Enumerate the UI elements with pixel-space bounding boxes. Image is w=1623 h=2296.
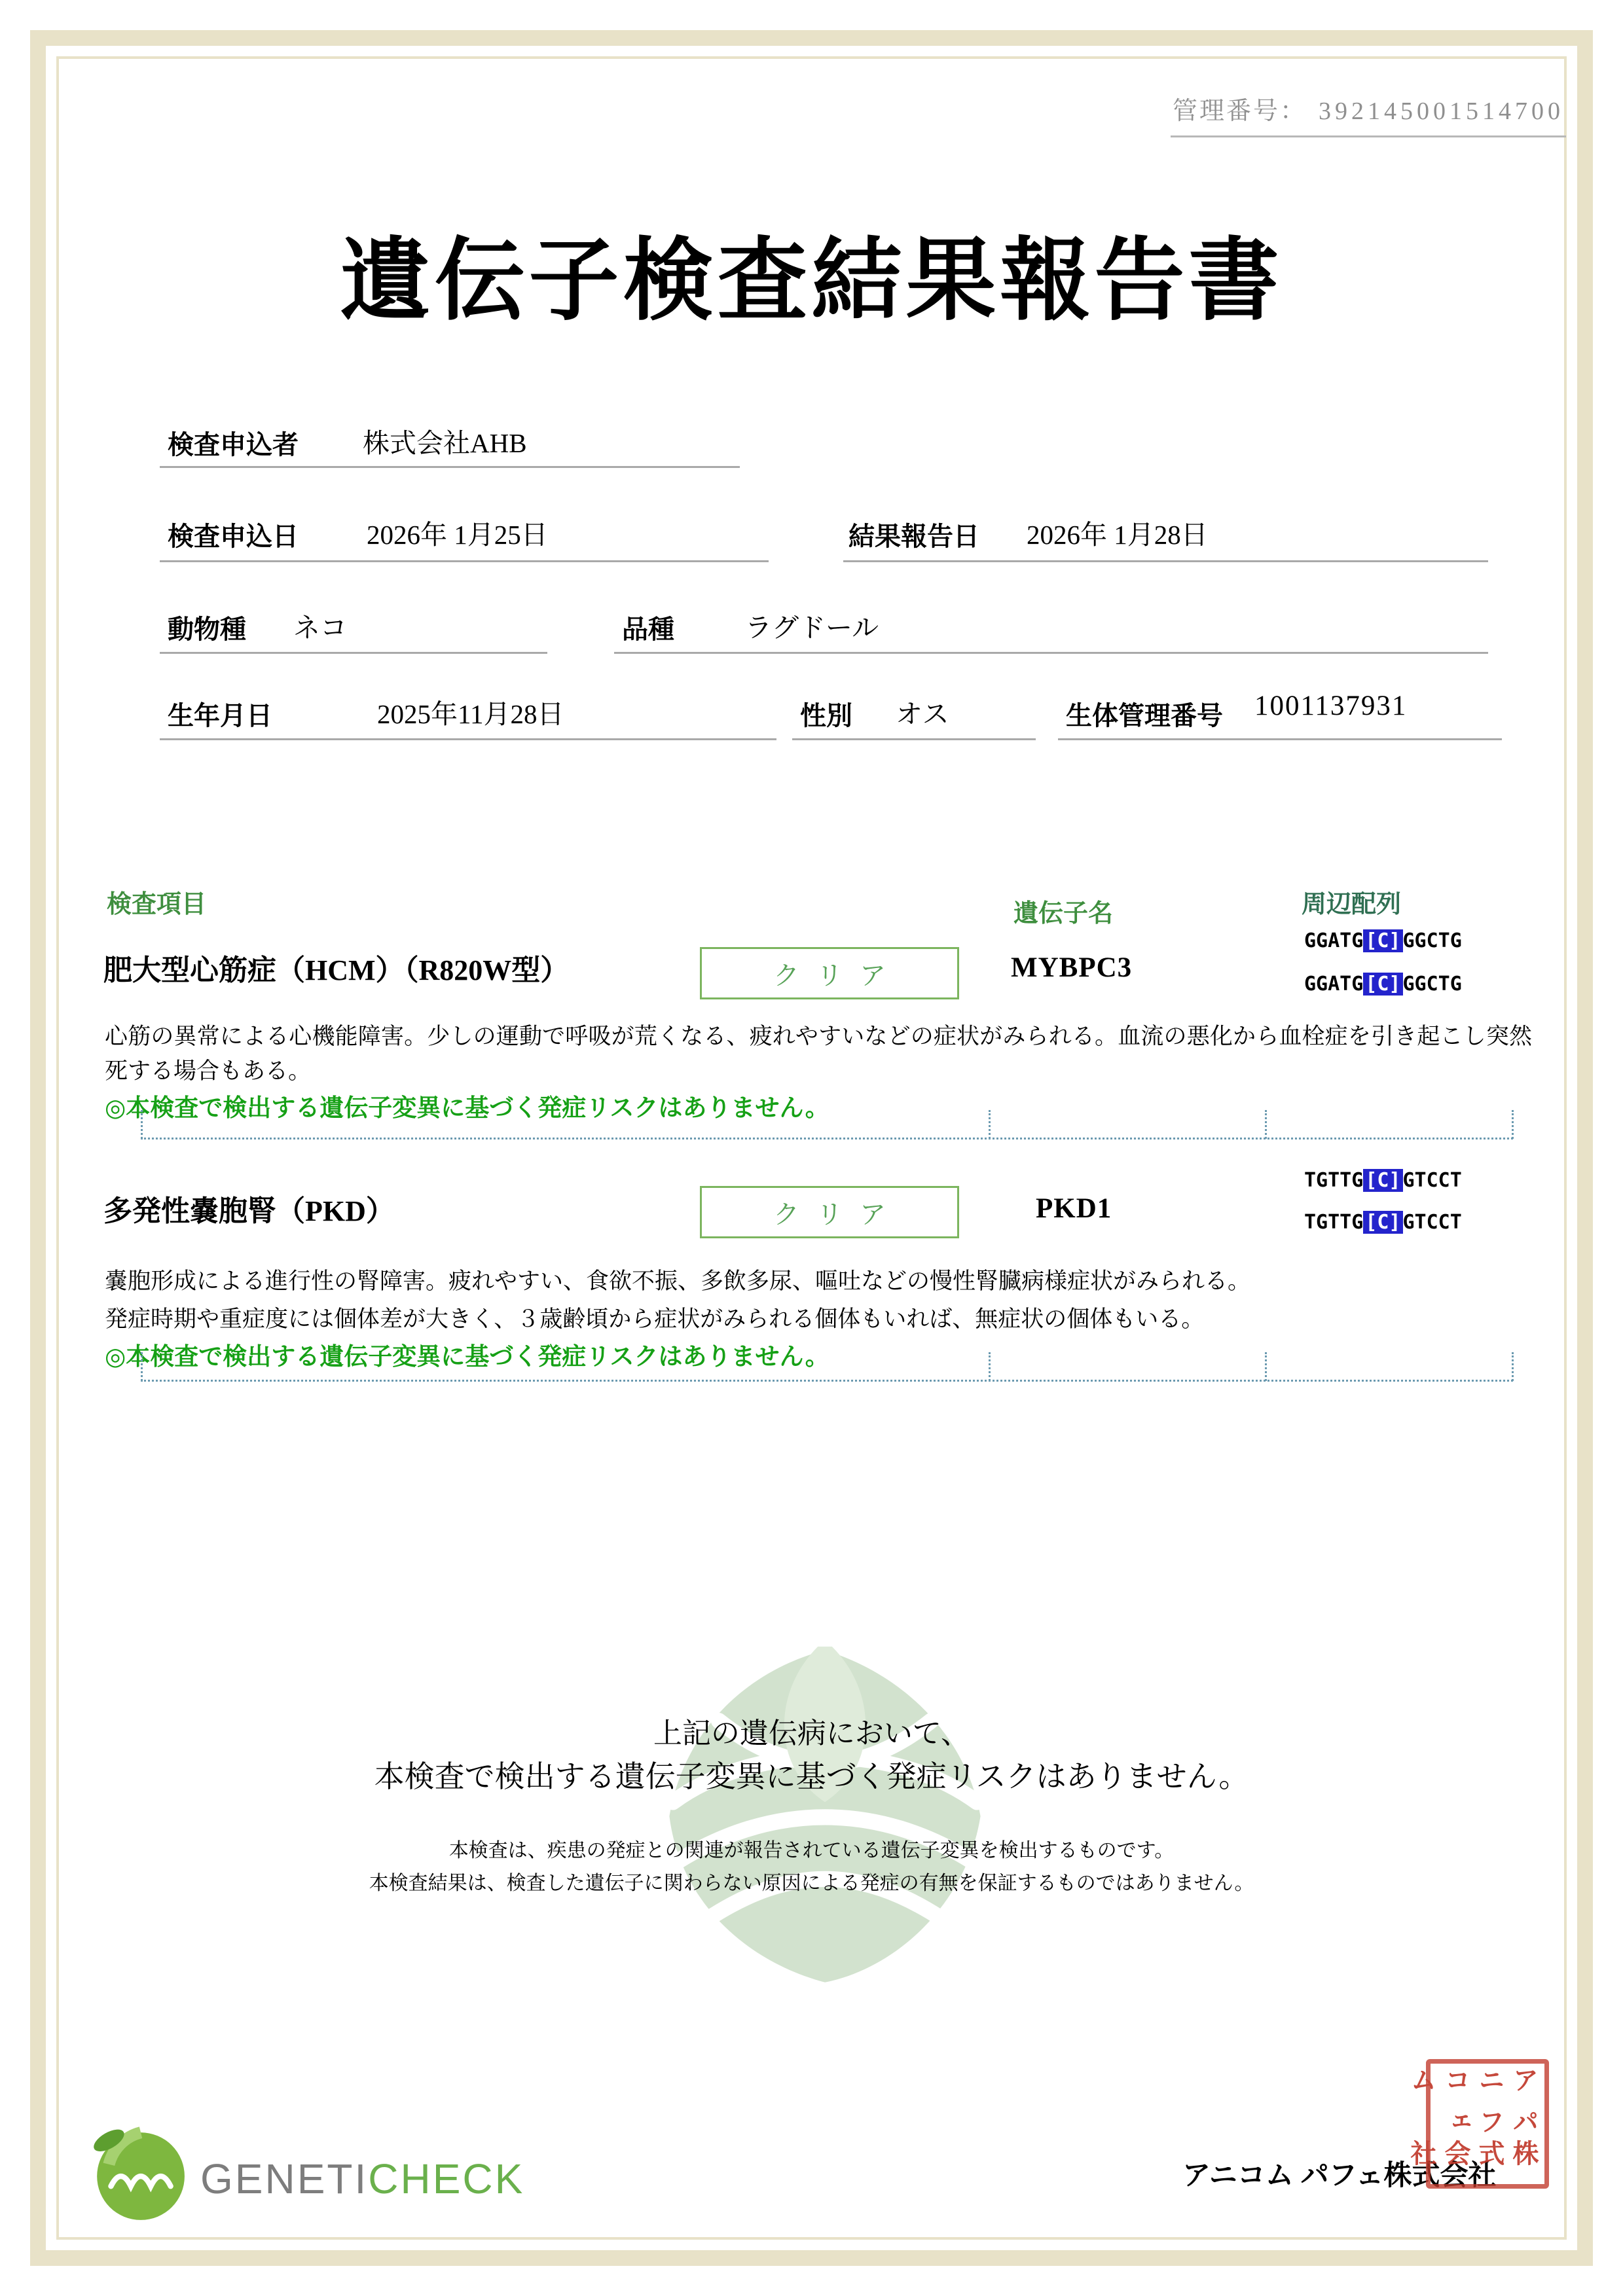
sequence-pre: GGATG [1304, 929, 1364, 952]
status-badge-clear [700, 947, 959, 999]
dotted-separator [141, 1138, 1513, 1139]
underline [843, 560, 1488, 562]
dotted-separator-tick [989, 1352, 991, 1381]
sequence-pre: GGATG [1304, 973, 1364, 996]
dotted-separator-tick [1512, 1352, 1514, 1381]
apply-date-label: 検査申込日 [168, 522, 299, 551]
management-number-label: 管理番号： [1172, 98, 1307, 125]
sex-label: 性別 [800, 701, 852, 730]
sequence-variant: [C] [1363, 929, 1402, 952]
seal-column: 株式会社 [1407, 2140, 1539, 2166]
dotted-separator [141, 1380, 1513, 1382]
page-title: 遺伝子検査結果報告書 [340, 231, 1283, 331]
sequence-line [1304, 929, 1462, 952]
report-date-label: 結果報告日 [848, 522, 979, 551]
sequence-pre: TGTTG [1304, 1211, 1364, 1234]
disease-description: 心筋の異常による心機能障害。少しの運動で呼吸が荒くなる、疲れやすいなどの症状がみられる。血流の悪化から血栓症を引き起こし突然死する場合もある。 [105, 1024, 1532, 1084]
sequence-variant: [C] [1363, 1169, 1402, 1192]
summary-line-2: 本検査で検出する遺伝子変異に基づく発症リスクはありません。 [374, 1759, 1249, 1793]
animal-id-label: 生体管理番号 [1066, 701, 1223, 730]
applicant-label: 検査申込者 [168, 430, 299, 459]
apply-date-value: 2026年 1月25日 [367, 520, 548, 550]
animal-id-value: 1001137931 [1254, 691, 1408, 721]
dotted-separator-tick [989, 1110, 991, 1139]
risk-note: ◎本検査で検出する遺伝子変異に基づく発症リスクはありません。 [105, 1344, 830, 1371]
underline [160, 652, 547, 654]
leaf-globe-watermark [648, 1640, 1002, 1993]
summary-line-1: 上記の遺伝病において、 [653, 1717, 970, 1749]
status-badge-label: クリア [773, 1200, 903, 1229]
seal-column: アニコム [1407, 2066, 1539, 2092]
sequence-line [1304, 973, 1462, 996]
management-number [1171, 90, 1566, 137]
risk-note: ◎本検査で検出する遺伝子変異に基づく発症リスクはありません。 [105, 1095, 830, 1122]
species-value: ネコ [293, 613, 347, 643]
status-badge-clear [700, 1186, 959, 1238]
sequence-post: GTCCT [1402, 1211, 1462, 1234]
sequence-line [1304, 1169, 1462, 1192]
logo-text-check: CHECK [368, 2155, 525, 2202]
sequence-variant: [C] [1363, 1211, 1402, 1234]
summary-disclaimer-1: 本検査は、疾患の発症との関連が報告されている遺伝子変異を検出するものです。 [448, 1840, 1175, 1861]
underline [160, 738, 776, 740]
status-badge-label: クリア [773, 961, 903, 990]
geneticheck-logo-text [200, 2155, 524, 2203]
dotted-separator-tick [141, 1110, 143, 1139]
summary-disclaimer-2: 本検査結果は、検査した遺伝子に関わらない原因による発症の有無を保証するものではありません。 [369, 1873, 1254, 1894]
breed-value: ラグドール [745, 613, 879, 643]
disease-name-hcm: 肥大型心筋症（HCM）（R820W型） [103, 954, 570, 986]
species-label: 動物種 [168, 615, 246, 644]
column-header-sequence: 周辺配列 [1302, 891, 1402, 918]
underline [792, 738, 1036, 740]
report-date-value: 2026年 1月28日 [1027, 520, 1208, 550]
underline [160, 466, 740, 468]
birth-date-label: 生年月日 [168, 701, 272, 730]
sequence-line [1304, 1211, 1462, 1234]
sequence-variant: [C] [1363, 973, 1402, 996]
sequence-post: GGCTG [1402, 973, 1462, 996]
sequence-post: GTCCT [1402, 1169, 1462, 1192]
sequence-post: GGCTG [1402, 929, 1462, 952]
column-header-test-item: 検査項目 [107, 891, 207, 918]
sequence-pre: TGTTG [1304, 1169, 1364, 1192]
underline [160, 560, 769, 562]
column-header-gene-name: 遺伝子名 [1013, 900, 1114, 927]
seal-column: パフェ [1441, 2108, 1539, 2134]
underline [614, 652, 1488, 654]
gene-name: PKD1 [1036, 1193, 1112, 1224]
underline [1058, 738, 1502, 740]
management-number-value: 392145001514700 [1319, 98, 1564, 125]
company-seal-stamp [1407, 2059, 1549, 2189]
disease-description: 嚢胞形成による進行性の腎障害。疲れやすい、食欲不振、多飲多尿、嘔吐などの慢性腎臓病様症状がみられる。 [105, 1268, 1251, 1294]
company-name: アニコム パフェ株式会社 [1182, 2161, 1497, 2191]
dotted-separator-tick [1265, 1352, 1267, 1381]
dotted-separator-tick [1512, 1110, 1514, 1139]
dotted-separator-tick [141, 1352, 143, 1381]
dotted-separator-tick [1265, 1110, 1267, 1139]
applicant-value: 株式会社AHB [363, 428, 527, 458]
disease-name-pkd: 多発性嚢胞腎（PKD） [103, 1195, 395, 1227]
logo-text-geneti: GENETI [200, 2155, 369, 2202]
breed-label: 品種 [622, 615, 674, 644]
birth-date-value: 2025年11月28日 [377, 699, 564, 729]
gene-name: MYBPC3 [1011, 952, 1133, 983]
disease-description: 発症時期や重症度には個体差が大きく、３歳齢頃から症状がみられる個体もいれば、無症状の個体もいる。 [105, 1306, 1205, 1332]
geneticheck-logo-icon [89, 2125, 189, 2224]
sex-value: オス [896, 699, 949, 729]
